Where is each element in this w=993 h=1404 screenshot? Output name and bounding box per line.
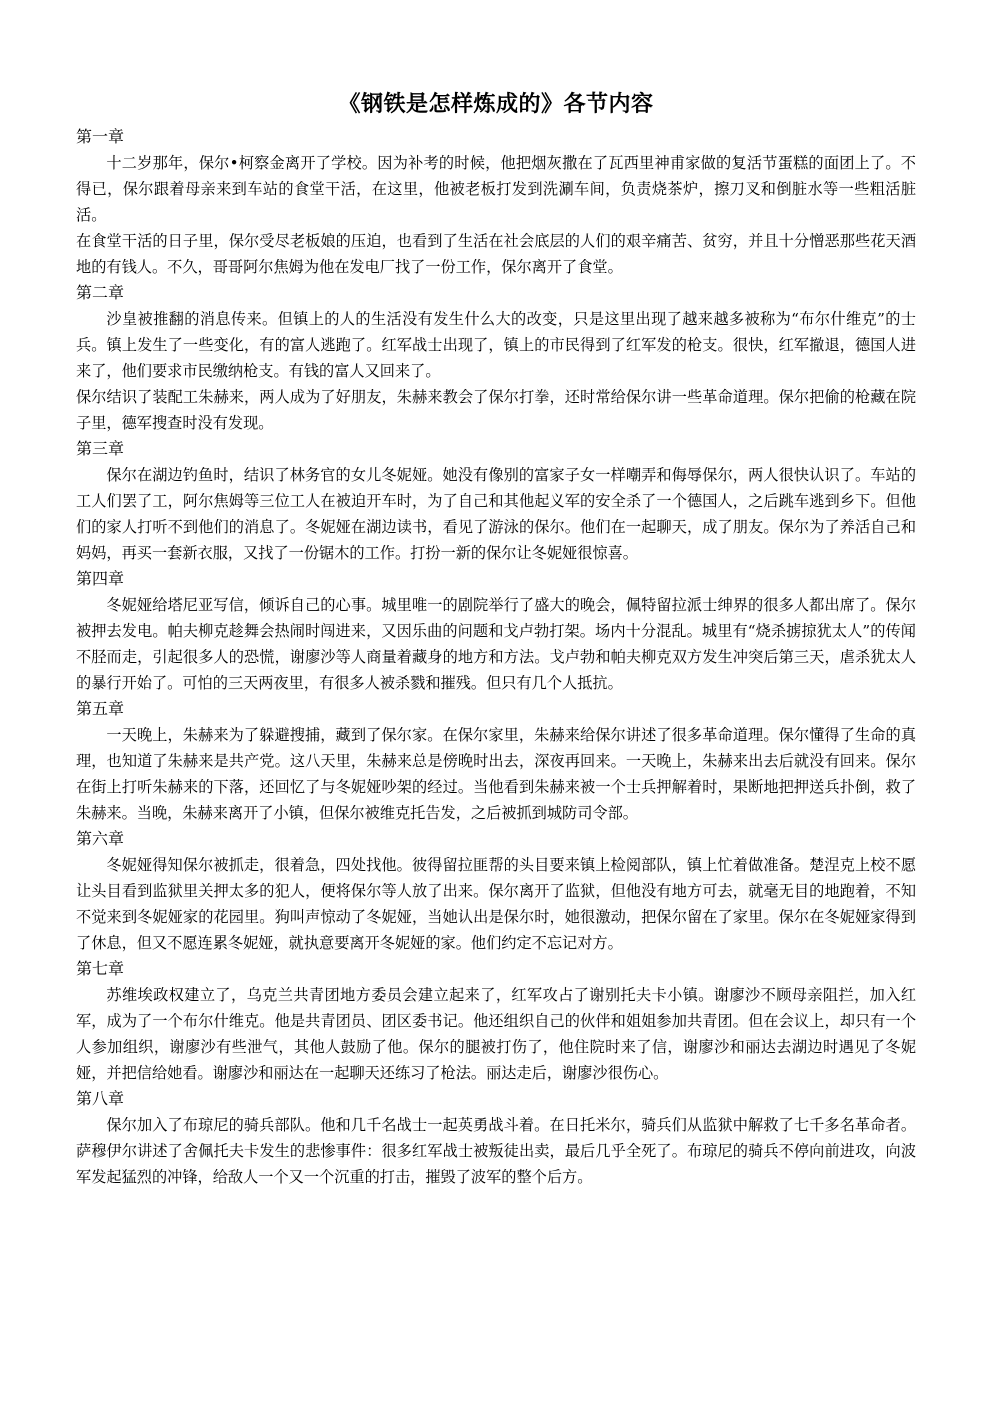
chapter-heading: 第四章 bbox=[76, 569, 125, 588]
chapter-paragraph: 在食堂干活的日子里，保尔受尽老板娘的压迫，也看到了生活在社会底层的人们的艰辛痛苦、贫穷，并且十分憎恶那些花天酒地的有钱人。不久，哥哥阿尔焦姆为他在发电厂找了一份工作，保尔离开了食堂。 bbox=[76, 232, 916, 276]
chapter-1 bbox=[76, 124, 916, 280]
document-page bbox=[76, 88, 916, 1190]
chapter-heading: 第一章 bbox=[76, 127, 125, 146]
chapter-3 bbox=[76, 436, 916, 566]
chapter-heading: 第三章 bbox=[76, 439, 125, 458]
chapter-6 bbox=[76, 826, 916, 956]
chapter-5 bbox=[76, 696, 916, 826]
chapter-2 bbox=[76, 280, 916, 436]
chapter-4 bbox=[76, 566, 916, 696]
document-title: 《钢铁是怎样炼成的》各节内容 bbox=[338, 91, 654, 117]
chapter-paragraph: 冬妮娅给塔尼亚写信，倾诉自己的心事。城里唯一的剧院举行了盛大的晚会，佩特留拉派士绅界的很多人都出席了。保尔被押去发电。帕夫柳克趁舞会热闹时闯进来，又因乐曲的问题和戈卢勃打架。场内十分混乱。城里有“烧杀掳掠犹太人”的传闻不胫而走，引起很多人的恐慌，谢廖沙等人商量着藏身的地方和方法。戈卢勃和帕夫柳克双方发生冲突后第三天，虐杀犹太人的暴行开始了。可怕的三天两夜里，有很多人被杀戮和摧残。但只有几个人抵抗。 bbox=[76, 596, 916, 692]
chapter-heading: 第二章 bbox=[76, 283, 125, 302]
chapter-8 bbox=[76, 1086, 916, 1190]
chapter-paragraph: 沙皇被推翻的消息传来。但镇上的人的生活没有发生什么大的改变，只是这里出现了越来越多被称为“布尔什维克”的士兵。镇上发生了一些变化，有的富人逃跑了。红军战士出现了，镇上的市民得到了红军发的枪支。很快，红军撤退，德国人进来了，他们要求市民缴纳枪支。有钱的富人又回来了。 bbox=[76, 310, 916, 380]
chapter-paragraph: 保尔在湖边钓鱼时，结识了林务官的女儿冬妮娅。她没有像别的富家子女一样嘲弄和侮辱保尔，两人很快认识了。车站的工人们罢了工，阿尔焦姆等三位工人在被迫开车时，为了自己和其他起义军的安全杀了一个德国人，之后跳车逃到乡下。但他们的家人打听不到他们的消息了。冬妮娅在湖边读书，看见了游泳的保尔。他们在一起聊天，成了朋友。保尔为了养活自己和妈妈，再买一套新衣服，又找了一份锯木的工作。打扮一新的保尔让冬妮娅很惊喜。 bbox=[76, 466, 916, 562]
chapter-7 bbox=[76, 956, 916, 1086]
chapter-paragraph: 苏维埃政权建立了，乌克兰共青团地方委员会建立起来了，红军攻占了谢别托夫卡小镇。谢廖沙不顾母亲阻拦，加入红军，成为了一个布尔什维克。他是共青团员、团区委书记。他还组织自己的伙伴和姐姐参加共青团。但在会议上，却只有一个人参加组织，谢廖沙有些泄气，其他人鼓励了他。保尔的腿被打伤了，他住院时来了信，谢廖沙和丽达去湖边时遇见了冬妮娅，并把信给她看。谢廖沙和丽达在一起聊天还练习了枪法。丽达走后，谢廖沙很伤心。 bbox=[76, 986, 916, 1082]
chapter-heading: 第八章 bbox=[76, 1089, 125, 1108]
chapter-paragraph: 十二岁那年，保尔•柯察金离开了学校。因为补考的时候，他把烟灰撒在了瓦西里神甫家做的复活节蛋糕的面团上了。不得已，保尔跟着母亲来到车站的食堂干活，在这里，他被老板打发到洗涮车间，负责烧茶炉，擦刀叉和倒脏水等一些粗活脏活。 bbox=[76, 154, 916, 224]
chapter-heading: 第五章 bbox=[76, 699, 125, 718]
chapter-heading: 第七章 bbox=[76, 959, 125, 978]
chapter-paragraph: 保尔加入了布琼尼的骑兵部队。他和几千名战士一起英勇战斗着。在日托米尔，骑兵们从监狱中解救了七千多名革命者。萨穆伊尔讲述了舍佩托夫卡发生的悲惨事件：很多红军战士被叛徒出卖，最后几乎全死了。布琼尼的骑兵不停向前进攻，向波军发起猛烈的冲锋，给敌人一个又一个沉重的打击，摧毁了波军的整个后方。 bbox=[76, 1116, 916, 1186]
chapter-paragraph: 保尔结识了装配工朱赫来，两人成为了好朋友，朱赫来教会了保尔打拳，还时常给保尔讲一些革命道理。保尔把偷的枪藏在院子里，德军搜查时没有发现。 bbox=[76, 388, 916, 432]
chapter-paragraph: 冬妮娅得知保尔被抓走，很着急，四处找他。彼得留拉匪帮的头目要来镇上检阅部队，镇上忙着做准备。楚涅克上校不愿让头目看到监狱里关押太多的犯人，便将保尔等人放了出来。保尔离开了监狱，但他没有地方可去，就毫无目的地跑着，不知不觉来到冬妮娅家的花园里。狗叫声惊动了冬妮娅，当她认出是保尔时，她很激动，把保尔留在了家里。保尔在冬妮娅家得到了休息，但又不愿连累冬妮娅，就执意要离开冬妮娅的家。他们约定不忘记对方。 bbox=[76, 856, 916, 952]
chapter-heading: 第六章 bbox=[76, 829, 125, 848]
chapter-paragraph: 一天晚上，朱赫来为了躲避搜捕，藏到了保尔家。在保尔家里，朱赫来给保尔讲述了很多革命道理。保尔懂得了生命的真理，也知道了朱赫来是共产党。这八天里，朱赫来总是傍晚时出去，深夜再回来。一天晚上，朱赫来出去后就没有回来。保尔在街上打听朱赫来的下落，还回忆了与冬妮娅吵架的经过。当他看到朱赫来被一个士兵押解着时，果断地把押送兵扑倒，救了朱赫来。当晚，朱赫来离开了小镇，但保尔被维克托告发，之后被抓到城防司令部。 bbox=[76, 726, 916, 822]
